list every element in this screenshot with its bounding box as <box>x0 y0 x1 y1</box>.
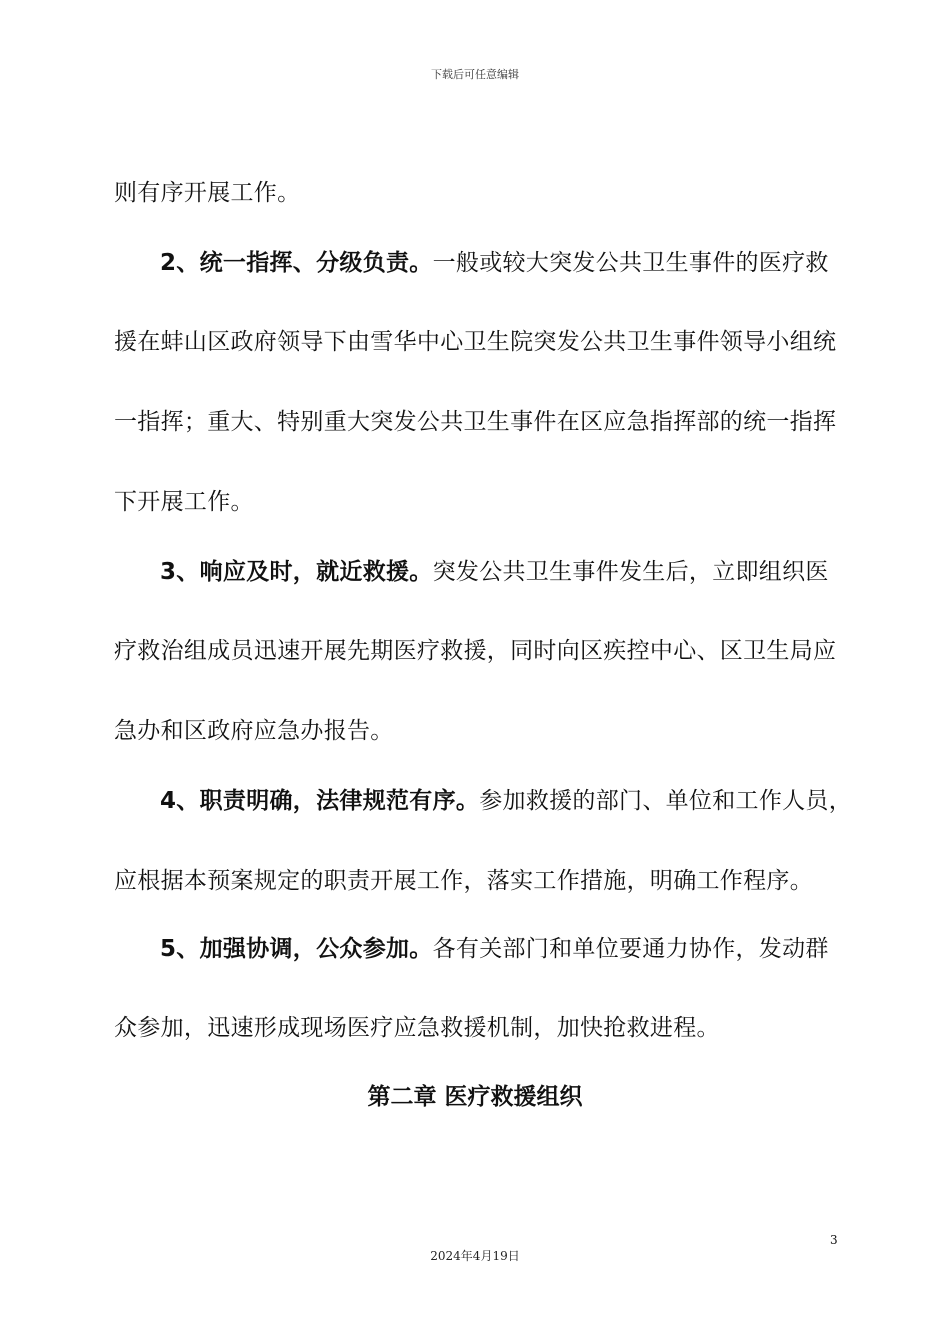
paragraph-4-line-1 <box>160 786 852 816</box>
paragraph-3-text: 突发公共卫生事件发生后，立即组织医 <box>432 559 829 585</box>
paragraph-2-heading: 2、统一指挥、分级负责。 <box>160 250 433 276</box>
paragraph-5-heading: 5、加强协调，公众参加。 <box>160 936 433 962</box>
body-line: 则有序开展工作。 <box>114 180 301 206</box>
paragraph-3-line-1 <box>160 557 829 587</box>
body-line: 应根据本预案规定的职责开展工作，落实工作措施，明确工作程序。 <box>114 868 813 894</box>
footer-date: 2024年4月19日 <box>430 1249 520 1263</box>
page-number: 3 <box>830 1233 838 1247</box>
paragraph-4-text: 参加救援的部门、单位和工作人员， <box>479 788 853 814</box>
paragraph-2-text: 一般或较大突发公共卫生事件的医疗救 <box>432 250 829 276</box>
body-line: 援在蚌山区政府领导下由雪华中心卫生院突发公共卫生事件领导小组统 <box>114 329 837 355</box>
body-line: 一指挥；重大、特别重大突发公共卫生事件在区应急指挥部的统一指挥 <box>114 409 837 435</box>
body-line: 急办和区政府应急办报告。 <box>114 718 394 744</box>
body-line: 下开展工作。 <box>114 489 254 515</box>
paragraph-3-heading: 3、响应及时，就近救援。 <box>160 559 433 585</box>
chapter-heading: 第二章 医疗救援组织 <box>367 1084 583 1110</box>
paragraph-2-line-1 <box>160 248 829 278</box>
paragraph-4-heading: 4、职责明确，法律规范有序。 <box>160 788 480 814</box>
body-line: 疗救治组成员迅速开展先期医疗救援，同时向区疾控中心、区卫生局应 <box>114 638 837 664</box>
body-line: 众参加，迅速形成现场医疗应急救援机制，加快抢救进程。 <box>114 1015 720 1041</box>
paragraph-5-line-1 <box>160 934 829 964</box>
paragraph-5-text: 各有关部门和单位要通力协作，发动群 <box>432 936 829 962</box>
page-header: 下载后可任意编辑 <box>431 68 519 81</box>
